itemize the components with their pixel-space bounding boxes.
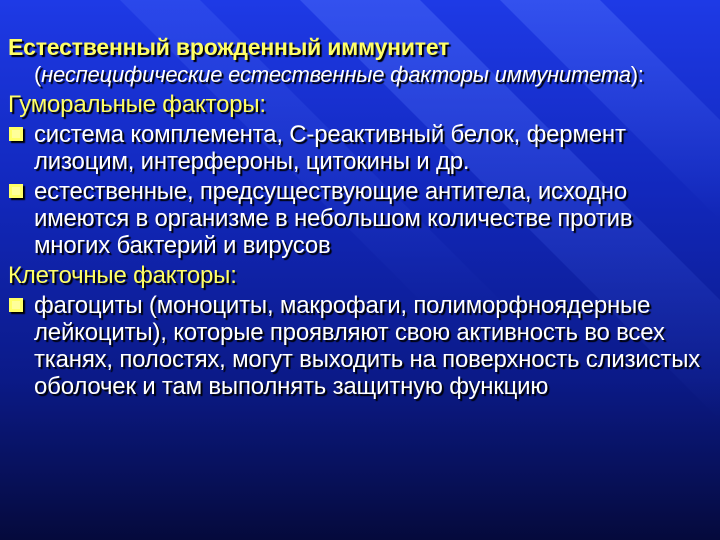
list-item (8, 292, 714, 400)
subtitle-close-paren: ): (630, 62, 644, 87)
subtitle-open-paren: ( (34, 62, 42, 87)
humoral-factors-heading: Гуморальные факторы: (8, 91, 266, 118)
list-item-text: естественные, предсуществующие антитела, исходно имеются в организме в небольшом количестве против многих бактерий и вирусов (34, 178, 633, 259)
subtitle-italic-text: неспецифические естественные факторы иммунитета (41, 62, 631, 87)
list-item-text: фагоциты (моноциты, макрофаги, полиморфноядерные лейкоциты), которые проявляют свою активность во всех тканях, полостях, могут выходить на поверхность слизистых оболочек и там выполнять защитную функцию (34, 292, 701, 400)
yellow-square-bullet-icon (9, 127, 23, 141)
slide-title: Естественный врожденный иммунитет (8, 34, 450, 60)
list-item (8, 121, 714, 175)
yellow-square-bullet-icon (9, 298, 23, 312)
slide-content (8, 34, 714, 400)
yellow-square-bullet-icon (9, 184, 23, 198)
list-item-text: система комплемента, С-реактивный белок, фермент лизоцим, интерфероны, цитокины и др. (34, 121, 626, 175)
slide-subtitle (8, 61, 714, 88)
list-item (8, 178, 714, 259)
cellular-factors-heading: Клеточные факторы: (8, 262, 237, 289)
